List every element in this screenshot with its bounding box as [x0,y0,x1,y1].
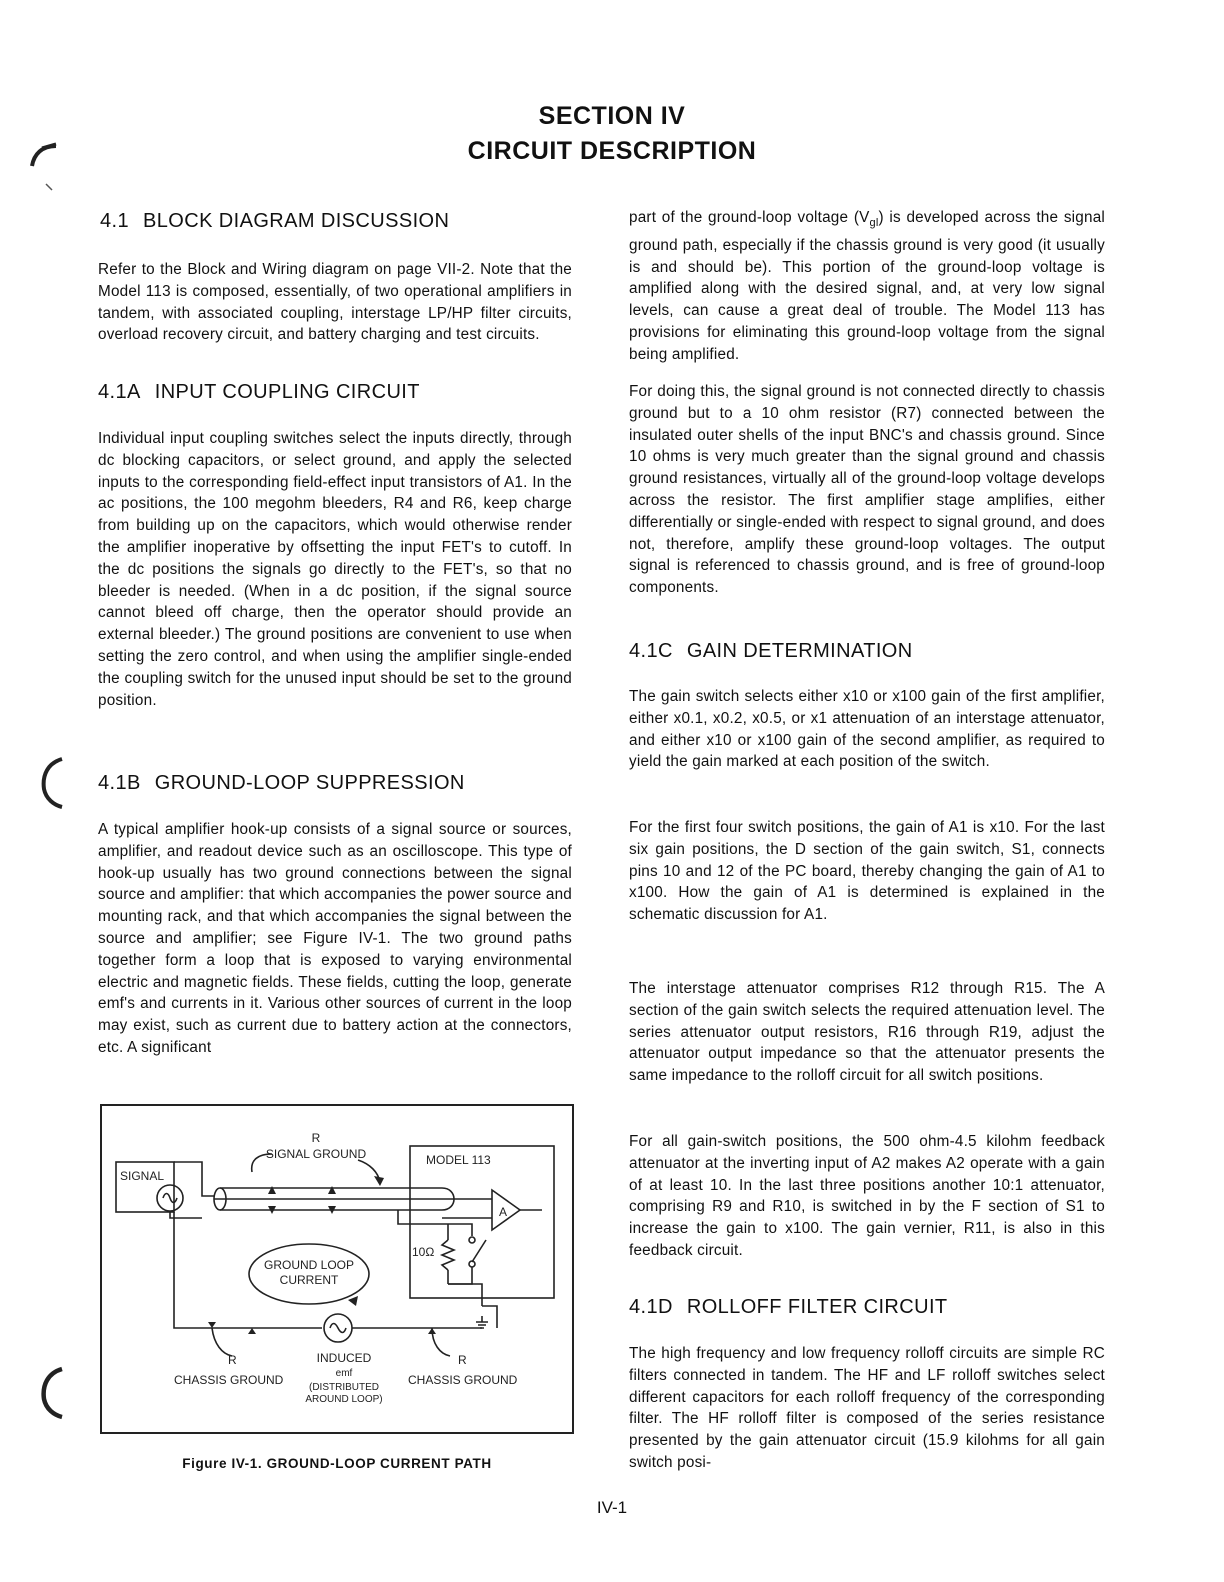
heading-label: INPUT COUPLING CIRCUIT [154,381,420,403]
fig-label-distributed-1: (DISTRIBUTED [309,1382,379,1393]
heading-label: GAIN DETERMINATION [686,640,913,662]
paragraph-interstage-attenuator: The interstage attenuator comprises R12 through R15. The A section of the gain switch selects the required attenuation level. The series attenuator output resistors, R16 through R19, adjust the attenuator output impedance so that the attenuator presents the same impedance to the rolloff circuit for all switch positions. [629,980,1105,1085]
paragraph-rolloff-filter: The high frequency and low frequency rolloff circuits are simple RC filters connected in tandem. The HF and LF rolloff switches select different capacitors for each rolloff frequency of the corresponding filter. The HF rolloff filter is composed of the series resistance presented by the gain attenuator circuit (15.9 kilohms for all gain switch posi- [629,1345,1105,1471]
fig-label-distributed-2: AROUND LOOP) [305,1394,383,1405]
fig-label-amp: A [499,1205,508,1219]
fig-label-r-right: R [458,1353,467,1367]
fig-label-chassis-right: CHASSIS GROUND [408,1373,518,1387]
fig-label-emf: emf [335,1368,353,1379]
heading-number: 4.1A [98,381,141,403]
heading-label: ROLLOFF FILTER CIRCUIT [686,1296,948,1318]
fig-label-r-left: R [228,1353,237,1367]
paragraph-signal-ground-resistor: For doing this, the signal ground is not connected directly to chassis ground but to a 10 ohm resistor (R7) connected between the insulated outer shells of the input BNC's and chassis ground. Since 10 ohms is very much greater than the signal ground and chassis ground resistances, virtually all of the ground-loop voltage develops across the resistor. The first amplifier stage amplifies, either differentially or single-ended with respect to signal ground, and does not, therefore, amplify these ground-loop voltages. The output signal is referenced to chassis ground, and is free of ground-loop components. [629,383,1105,597]
paragraph-feedback-attenuator: For all gain-switch positions, the 500 ohm-4.5 kilohm feedback attenuator at the inverting input of A2 makes A2 operate with a gain of at least 10. In the last three positions another 10:1 attenuator, comprising R9 and R10, is switched in by the F section of S1 to increase the gain to x100. The gain vernier, R11, is also in this feedback circuit. [629,1133,1105,1259]
fig-label-ground-loop: GROUND LOOP [263,1258,355,1272]
heading-4-1b [98,772,465,795]
heading-number: 4.1B [98,772,141,794]
fig-label-signal-ground: SIGNAL GROUND [265,1147,367,1161]
heading-4-1c [629,640,913,663]
heading-number: 4.1C [629,640,673,662]
subscript-gl: gl [869,217,879,230]
paragraph-gain-a1: For the first four switch positions, the gain of A1 is x10. For the last six gain positions, the D section of the gain switch, S1, connects pins 10 and 12 of the PC board, thereby changing the gain of A1 to x100. How the gain of A1 is determined is explained in the schematic discussion for A1. [629,819,1105,924]
fig-label-chassis-left: CHASSIS GROUND [174,1373,284,1387]
figure-caption: Figure IV-1. GROUND-LOOP CURRENT PATH [182,1456,492,1471]
fig-label-ten-ohm: 10Ω [412,1245,435,1259]
fig-label-model: MODEL 113 [426,1153,491,1167]
paragraph-gain-switch: The gain switch selects either x10 or x100 gain of the first amplifier, either x0.1, x0.2, x0.5, or x1 attenuation of an interstage attenuator, and either x10 or x100 gain of the second amplifier, as required to yield the gain marked at each position of the switch. [629,688,1105,771]
heading-number: 4.1 [100,210,130,232]
heading-number: 4.1D [629,1296,673,1318]
ground-loop-diagram [102,1106,572,1432]
text-fragment: part of the ground-loop voltage (V [629,209,870,226]
page-number: IV-1 [596,1498,628,1517]
fig-label-induced: INDUCED [316,1351,372,1365]
heading-4-1a [98,381,420,404]
binder-mark-middle [36,755,66,810]
section-title: CIRCUIT DESCRIPTION [467,137,757,165]
heading-label: BLOCK DIAGRAM DISCUSSION [143,210,450,232]
section-number: SECTION IV [538,102,686,130]
heading-label: GROUND-LOOP SUPPRESSION [154,772,465,794]
text-fragment: ) is developed across the signal ground path, especially if the chassis ground is very good (it usually is and should be). This portion of the ground-loop voltage is amplified along with the desired signal, and, at very low signal levels, can cause a great deal of trouble. The Model 113 has provisions for eliminating this ground-loop voltage from the signal being amplified. [629,209,1105,363]
binder-mark-bottom [36,1365,66,1420]
fig-label-current: CURRENT [279,1273,339,1287]
heading-4-1d [629,1296,948,1319]
figure-ground-loop [100,1104,574,1434]
fig-label-signal: SIGNAL [120,1169,165,1183]
paragraph-ground-loop: A typical amplifier hook-up consists of a signal source or sources, amplifier, and readout device such as an oscilloscope. This type of hook-up usually has two ground connections between the signal source and amplifier: that which accompanies the power source and mounting rack, and that which accompanies the signal between the source and amplifier; see Figure IV-1. The two ground paths together form a loop that is exposed to varying environmental electric and magnetic fields. These fields, cutting the loop, generate emf's and currents in it. Various other sources of current in the loop may exist, such as current due to battery action at the connectors, etc. A significant [98,821,572,1056]
fig-label-r-top: R [311,1131,321,1145]
heading-4-1 [100,210,449,233]
paragraph-input-coupling: Individual input coupling switches select the inputs directly, through dc blocking capacitors, or select ground, and apply the selected inputs to the corresponding field-effect input transistors of A1. In the ac positions, the 100 megohm bleeders, R4 and R6, keep charge from building up on the capacitors, which would otherwise render the amplifier inoperative by offsetting the input FET's to cutoff. In the dc positions the signals go directly to the FET's, so that no bleeder is needed. (When in a dc position, if the signal source cannot bleed off charge, then the operator should provide an external bleeder.) The ground positions are convenient to use when setting the zero control, and when using the amplifier single-ended the coupling switch for the unused input should be set to the ground position. [98,430,572,709]
paragraph-block-diagram: Refer to the Block and Wiring diagram on page VII-2. Note that the Model 113 is composed, essentially, of two operational amplifiers in tandem, with associated coupling, interstage LP/HP filter circuits, overload recovery circuit, and battery charging and test circuits. [98,261,572,344]
paragraph-ground-loop-continued [629,207,1105,366]
